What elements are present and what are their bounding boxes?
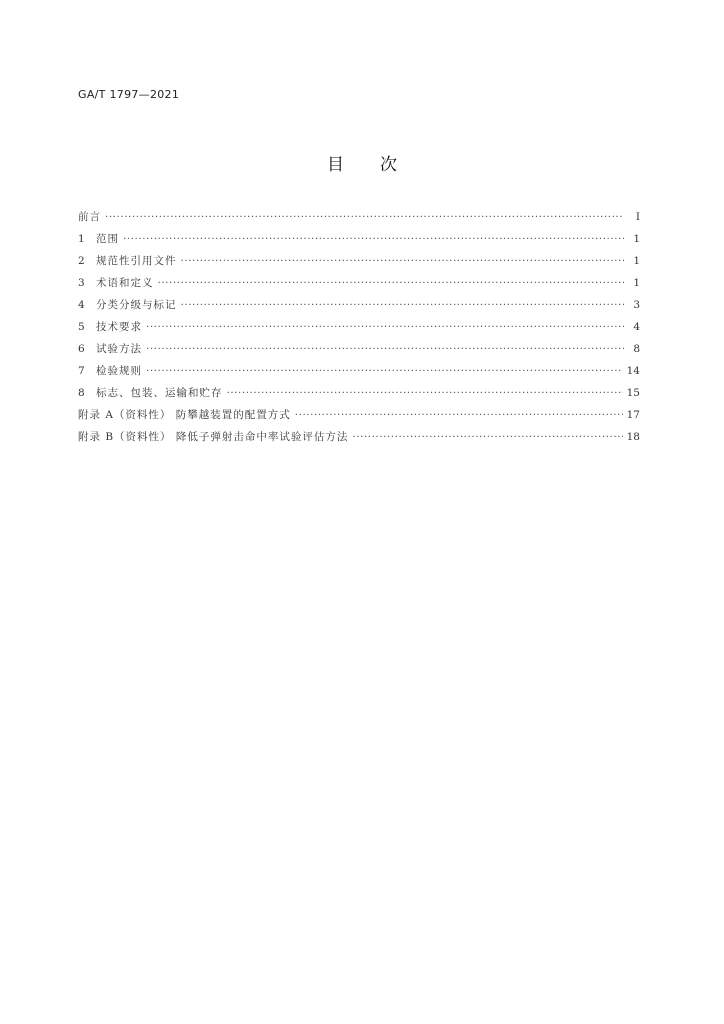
- toc-entry-8[interactable]: [78, 382, 640, 404]
- toc-dot-leader: [181, 250, 625, 272]
- toc-dot-leader: [146, 338, 624, 360]
- toc-page-number: 1: [633, 277, 640, 289]
- toc-entry-title: 5 技术要求: [78, 316, 146, 338]
- toc-entry-2[interactable]: [78, 250, 640, 272]
- toc-page-number: 1: [633, 255, 640, 267]
- toc-page-number: Ⅰ: [635, 211, 640, 223]
- toc-entry-5[interactable]: [78, 316, 640, 338]
- toc-entry-number: 6: [78, 343, 86, 355]
- toc-entry-6[interactable]: [78, 338, 640, 360]
- page-title: 目次: [327, 155, 433, 175]
- toc-entry-title: 3 术语和定义: [78, 272, 158, 294]
- toc-page-number: 15: [626, 387, 640, 399]
- toc-page-number: 8: [633, 343, 640, 355]
- toc-dot-leader: [105, 206, 624, 228]
- toc-entry-number: 7: [78, 365, 86, 377]
- toc-page-number: 14: [626, 365, 640, 377]
- toc-dot-leader: [146, 360, 623, 382]
- toc-entry-title: 7 检验规则: [78, 360, 146, 382]
- toc-dot-leader: [352, 426, 622, 448]
- toc-dot-leader: [181, 294, 625, 316]
- toc-entry-appendix-a[interactable]: [78, 404, 640, 426]
- table-of-contents: [78, 206, 640, 448]
- toc-entry-title: 4 分类分级与标记: [78, 294, 181, 316]
- toc-entry-title: 附录 B（资料性） 降低子弹射击命中率试验评估方法: [78, 431, 349, 443]
- toc-entry-appendix-b[interactable]: [78, 426, 640, 448]
- toc-entry-title: 1 范围: [78, 228, 123, 250]
- toc-entry-number: 8: [78, 387, 86, 399]
- toc-entry-7[interactable]: [78, 360, 640, 382]
- toc-entry-number: 4: [78, 299, 86, 311]
- toc-entry-title: 8 标志、包装、运输和贮存: [78, 382, 227, 404]
- toc-entry-title: 前言: [78, 211, 101, 223]
- toc-dot-leader: [227, 382, 623, 404]
- toc-entry-4[interactable]: [78, 294, 640, 316]
- toc-entry-foreword[interactable]: [78, 206, 640, 228]
- toc-dot-leader: [123, 228, 624, 250]
- toc-entry-3[interactable]: [78, 272, 640, 294]
- toc-page-number: 17: [626, 409, 640, 421]
- toc-entry-number: 2: [78, 255, 86, 267]
- toc-entry-1[interactable]: [78, 228, 640, 250]
- toc-entry-title: 2 规范性引用文件: [78, 250, 181, 272]
- toc-page-number: 3: [633, 299, 640, 311]
- toc-entry-number: 5: [78, 321, 86, 333]
- toc-dot-leader: [146, 316, 624, 338]
- toc-page-number: 18: [626, 431, 640, 443]
- toc-entry-title: 6 试验方法: [78, 338, 146, 360]
- toc-entry-number: 3: [78, 277, 86, 289]
- toc-dot-leader: [158, 272, 625, 294]
- toc-dot-leader: [295, 404, 623, 426]
- toc-page-number: 1: [633, 233, 640, 245]
- standard-number: GA/T 1797—2021: [78, 88, 180, 101]
- toc-entry-number: 1: [78, 233, 86, 245]
- toc-page-number: 4: [633, 321, 640, 333]
- toc-entry-title: 附录 A（资料性） 防攀越装置的配置方式: [78, 409, 291, 421]
